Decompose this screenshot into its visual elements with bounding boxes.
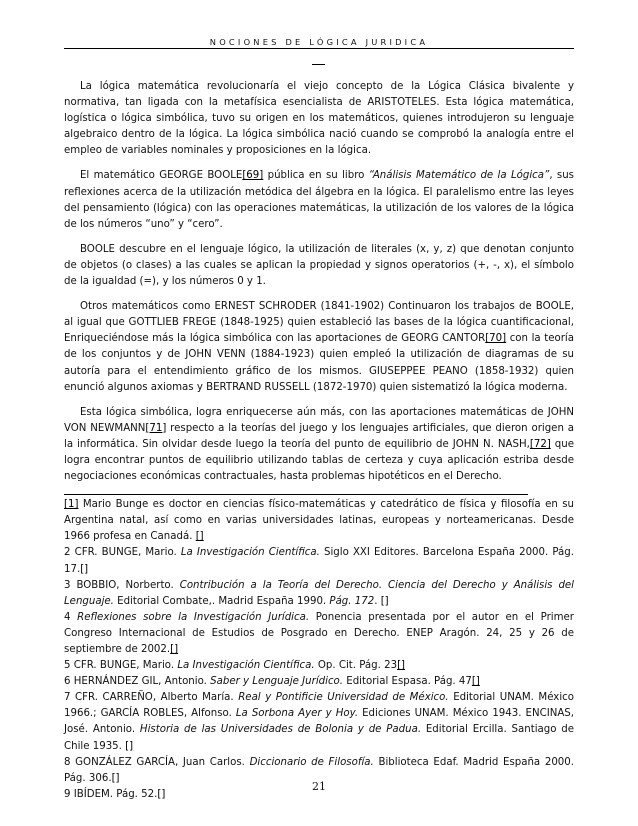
paragraph bbox=[64, 79, 574, 159]
running-header: NOCIONES DE LÓGICA JURIDICA bbox=[209, 37, 429, 47]
footnote-link[interactable]: [72] bbox=[529, 438, 551, 450]
footnote-return-link[interactable]: [] bbox=[170, 644, 179, 655]
footnote-text: 6 HERNÁNDEZ GIL, Antonio. bbox=[64, 676, 211, 688]
body-text bbox=[64, 79, 574, 803]
footnote-title: Saber y Lenguaje Jurídico. bbox=[210, 676, 344, 688]
paragraph-text: respecto a la teorías del juego y los lenguajes artificiales, que dieron origen a la informática. Sin olvidar desde luego la teoría del punto de equilibrio de JOHN N. NASH, bbox=[64, 422, 574, 450]
footnote-title: Diccionario de Filosofía. bbox=[249, 756, 374, 768]
footnote-title: Reflexiones sobre la Investigación Jurídica. bbox=[77, 611, 310, 623]
footnote-text: 3 BOBBIO, Norberto. bbox=[64, 579, 180, 591]
paragraph-text: con la teoría de los conjuntos y de JOHN VENN (1884-1923) quien empleó la utilización de diagramas de su autoría para el entendimiento gráfico de los mismos. GIUSEPPEE PEANO (1858-1932) quien enunció algunos axiomas y BERTRAND RUSSELL (1872-1970) quien sistematizó la lógica moderna. bbox=[64, 333, 574, 393]
footnote-text: 9 IBÍDEM. Pág. 52. bbox=[64, 788, 158, 800]
footnote-item bbox=[64, 658, 574, 674]
footnote-return-link[interactable]: [] bbox=[80, 563, 89, 575]
footnote-text: 8 GONZÁLEZ GARCÍA, Juan Carlos. bbox=[64, 756, 250, 768]
footnote-item bbox=[64, 545, 574, 577]
footnote-title: Contribución a la Teoría del Derecho. Ciencia del Derecho y Análisis del Lenguaje. bbox=[64, 579, 575, 607]
paragraph bbox=[64, 242, 574, 290]
footnote-text: 5 CFR. BUNGE, Mario. bbox=[64, 660, 178, 672]
footnote-link[interactable]: [70] bbox=[485, 333, 507, 345]
book-title: “Análisis Matemático de la Lógica” bbox=[368, 170, 550, 182]
footnote-title: La Investigación Científica. bbox=[177, 660, 315, 672]
paragraph-text: , sus reflexiones acerca de la utilización metódica del álgebra en la lógica. El paralelismo entre las leyes del pensamiento (lógica) con las operaciones matemáticas, la utilización de los valores de la lógica de los números “uno” y “cero”. bbox=[64, 170, 574, 230]
footnote-return-link[interactable]: [] bbox=[157, 788, 166, 800]
paragraph-text: que logra encontrar puntos de equilibrio utilizando tablas de certeza y cuya aplicación estriba desde negociaciones económicas contractuales, hasta problemas hipotéticos en el Derecho. bbox=[64, 438, 574, 483]
footnote-text: Op. Cit. Pág. 23 bbox=[314, 660, 398, 672]
paragraph bbox=[64, 168, 574, 232]
paragraph-text: Otros matemáticos como ERNEST SCHRODER (1841-1902) Continuaron los trabajos de BOOLE, al igual que GOTTLIEB FREGE (1848-1925) quien estableció las bases de la lógica cuantificacional, Enriqueciéndose más la lógica simbólica con las aportaciones de GEORG CANTOR bbox=[64, 301, 574, 345]
page-number: 21 bbox=[312, 780, 326, 793]
footnote-text: Mario Bunge es doctor en ciencias físico-matemáticas y catedrático de física y filosofía en su Argentina natal, así como en varias universidades latinas, europeas y norteamericanas. Desde 1966 profesa en Canadá. bbox=[64, 499, 574, 543]
paragraph bbox=[64, 405, 574, 485]
footnote-text: Editorial UNAM. México 1966.; GARCÍA ROBLES, Alfonso. bbox=[64, 692, 574, 720]
footnote-item bbox=[64, 690, 574, 754]
footnote-link[interactable]: [71] bbox=[145, 422, 167, 434]
footnote-text: 7 CFR. CARREÑO, Alberto María. bbox=[64, 692, 239, 704]
footnotes bbox=[64, 497, 574, 803]
paragraph-text: BOOLE descubre en el lenguaje lógico, la utilización de literales (x, y, z) que denotan conjunto de objetos (o clases) a las cuales se aplican la propiedad y signos operatorios (+, -, x), el símbolo de la igualdad (=), y los números 0 y 1. bbox=[64, 243, 574, 288]
footnote-text: . bbox=[374, 595, 381, 607]
footnote-title: Historia de las Universidades de Bolonia y de Padua. bbox=[139, 724, 422, 736]
footnote-text: 4 bbox=[64, 611, 78, 623]
footnote-return-link[interactable]: [] bbox=[380, 595, 389, 607]
paragraph-text: pública en su libro bbox=[263, 170, 369, 182]
header-rule bbox=[64, 48, 574, 49]
paragraph-text: Esta lógica simbólica, logra enriquecerse aún más, con las aportaciones matemáticas de JOHN VON NEWMANN bbox=[64, 406, 574, 434]
footnote-item bbox=[64, 610, 574, 658]
footnote-title: La Investigación Científica. bbox=[180, 547, 320, 559]
footnote-item bbox=[64, 674, 574, 690]
footnote-return-link[interactable]: [] bbox=[111, 772, 120, 784]
footnote-return-link[interactable]: [] bbox=[471, 676, 480, 688]
footnote-title: La Sorbona Ayer y Hoy. bbox=[235, 708, 359, 720]
footnote-return-link[interactable]: [] bbox=[125, 740, 134, 752]
footnote-title: Pág. 172 bbox=[329, 595, 375, 607]
footnote-item bbox=[64, 578, 574, 610]
footnote-text: Biblioteca Edaf. Madrid España 2000. Pág. 306. bbox=[64, 756, 575, 784]
footnote-text: Editorial Ercilla. Santiago de Chile 1935. bbox=[64, 724, 575, 752]
paragraph bbox=[64, 299, 574, 396]
paragraph-text: La lógica matemática revolucionaría el viejo concepto de la Lógica Clásica bivalente y normativa, tan ligada con la metafísica esencialista de ARISTOTELES. Esta lógica matemática, logística o lógica simbólica, tuvo su origen en los matemáticos, quienes introdujeron su lenguaje algebraico dentro de la lógica. La lógica simbólica nació cuando se comprobó la analogía entre el empleo de variables nominales y proposiciones en la lógica. bbox=[64, 81, 574, 157]
footnote-return-link[interactable]: [] bbox=[397, 660, 406, 672]
footnote-text: Siglo XXI Editores. Barcelona España 2000. Pág. 17. bbox=[64, 547, 575, 575]
footnote-text: Editorial Espasa. Pág. 47 bbox=[343, 676, 472, 688]
footnote-link[interactable]: [69] bbox=[242, 170, 264, 182]
paragraph-text: El matemático GEORGE BOOLE bbox=[80, 170, 243, 182]
footnote-text: Ediciones UNAM. México 1943. ENCINAS, José. Antonio. bbox=[64, 708, 574, 736]
footnote-text: Editorial Combate,. Madrid España 1990. bbox=[113, 595, 330, 607]
header-rule-stub bbox=[312, 64, 325, 65]
footnote-text: 2 CFR. BUNGE, Mario. bbox=[64, 547, 181, 559]
footnote-item bbox=[64, 497, 574, 545]
footnote-link[interactable]: [1] bbox=[64, 499, 79, 511]
footnote-return-link[interactable]: [] bbox=[195, 531, 204, 543]
footnote-separator bbox=[64, 494, 528, 495]
footnote-title: Real y Pontificie Universidad de México. bbox=[238, 692, 449, 704]
footnote-text: Ponencia presentada por el autor en el Primer Congreso Internacional de Estudios de Posgrado en Derecho. ENEP Aragón. 24, 25 y 26 de septiembre de 2002. bbox=[64, 611, 574, 655]
